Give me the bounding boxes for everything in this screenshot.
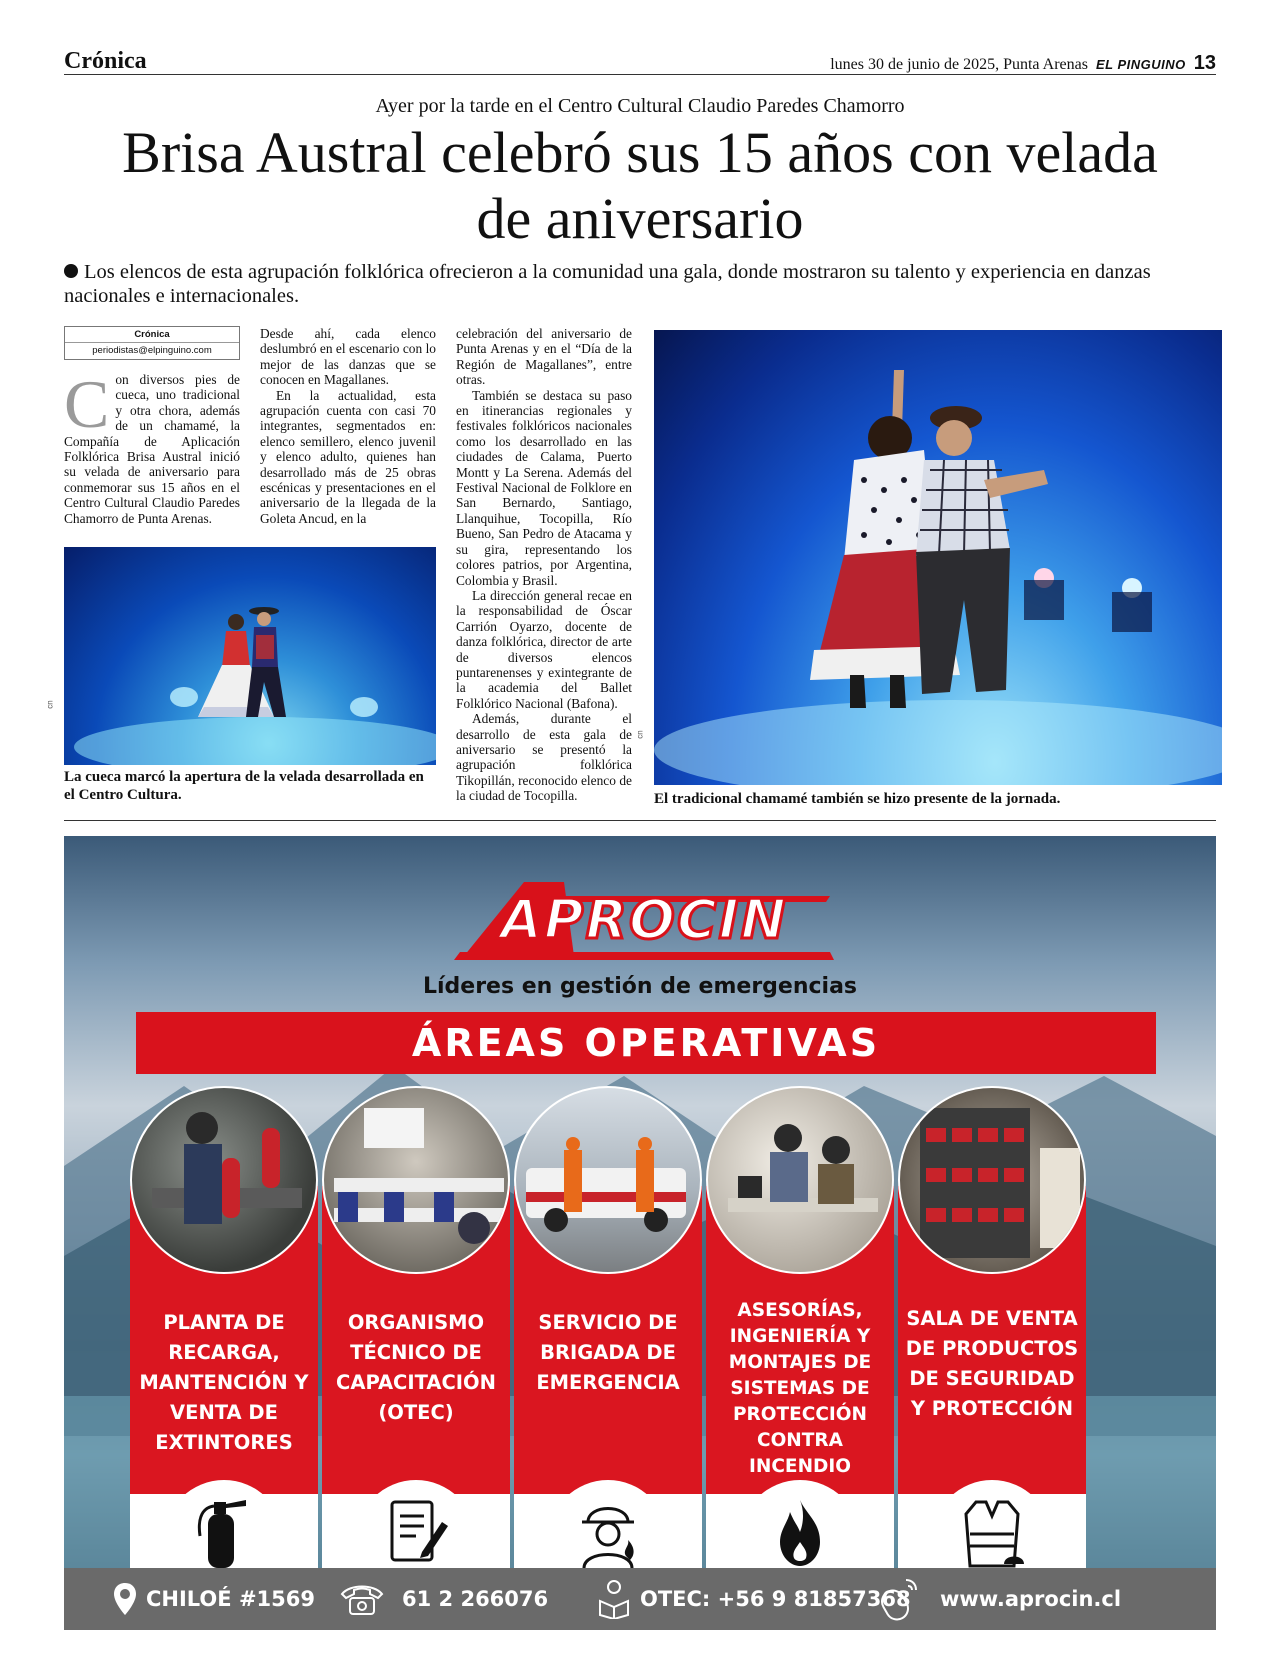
card-label: SALA DE VENTA DE PRODUCTOS DE SEGURIDAD Y PROTECCIÓN [905, 1307, 1079, 1420]
fire-extinguisher-icon [184, 1492, 264, 1572]
website-link[interactable]: www.aprocin.cl [940, 1587, 1122, 1611]
firefighter-icon [568, 1492, 648, 1572]
logo-text: APROCIN [500, 887, 788, 951]
aprocin-advertisement [64, 836, 1216, 1630]
brigade-illustration [516, 1088, 702, 1274]
card-photo-brigade [514, 1086, 702, 1274]
lead-text: Los elencos de esta agrupación folklórica ofrecieron a la comunidad una gala, donde mostraron su talento y experiencia en danzas nacionales e internacionales. [64, 261, 1151, 307]
address-text: CHILOÉ #1569 [146, 1587, 315, 1611]
bullet-icon [64, 264, 78, 278]
student-reading-icon [596, 1579, 632, 1619]
area-card-otec [322, 1086, 510, 1580]
article-column-1 [64, 366, 240, 526]
photo-caption-2: El tradicional chamamé también se hizo presente de la jornada. [654, 791, 1061, 807]
photo-credit: cn [635, 730, 645, 739]
section-title: Crónica [64, 48, 147, 74]
article-column-3 [456, 326, 632, 804]
photo-credit: cn [45, 700, 55, 709]
contact-bar [64, 1568, 1216, 1630]
column-paragraph: Además, durante el desarrollo de esta gala de aniversario se presentó la agrupación folklórica Tikopillán, reconocido elenco de la ciudad de Tocopilla. [456, 711, 632, 804]
byline-name: Crónica [65, 327, 239, 343]
photo-caption-1: La cueca marcó la apertura de la velada desarrollada en el Centro Cultura. [64, 769, 424, 803]
column-paragraph: La dirección general recae en la responsabilidad de Óscar Carrión Oyarzo, docente de danza folklórica, director de arte de diversos elencos puntarenenses y exintegrante de la academia del Ballet Folklórico Nacional (Bafona). [456, 587, 632, 711]
workshop-illustration [132, 1088, 318, 1274]
byline-email: periodistas@elpinguino.com [92, 345, 212, 356]
dancers-illustration [654, 330, 1222, 785]
card-photo-store [898, 1086, 1086, 1274]
photo-chamame-dancers [654, 330, 1222, 785]
computer-mouse-icon [876, 1576, 922, 1622]
card-label: SERVICIO DE BRIGADA DE EMERGENCIA [536, 1311, 680, 1394]
drop-cap: C [64, 366, 110, 442]
dancers-illustration [64, 547, 436, 765]
date-line: lunes 30 de junio de 2025, Punta Arenas [830, 56, 1088, 73]
section-separator [64, 820, 1216, 821]
aprocin-logo [454, 876, 834, 962]
byline-box [64, 326, 240, 360]
card-label: PLANTA DE RECARGA, MANTENCIÓN Y VENTA DE EXTINTORES [139, 1311, 309, 1454]
column-paragraph: En la actualidad, esta agrupación cuenta con casi 70 integrantes, segmentados en: elenco semillero, elenco juvenil y elenco adulto, quienes han desarrollado más de 25 obras escénicas y presentaciones en el aniversario de la llegada de la Goleta Ancud, en la [260, 387, 436, 526]
page-number: 13 [1193, 52, 1216, 74]
otec-text: OTEC: +56 9 81857368 [640, 1587, 911, 1611]
card-photo-office [706, 1086, 894, 1274]
article-kicker: Ayer por la tarde en el Centro Cultural Claudio Paredes Chamorro [375, 95, 905, 117]
ad-tagline: Líderes en gestión de emergencias [422, 974, 858, 999]
column-paragraph: Desde ahí, cada elenco deslumbró en el escenario con lo mejor de las danzas que se conocen en Magallanes. [260, 326, 436, 388]
document-pencil-icon [376, 1492, 456, 1572]
card-label: ASESORÍAS, INGENIERÍA Y MONTAJES DE SISTEMAS DE PROTECCIÓN CONTRA INCENDIO [728, 1300, 872, 1477]
column-paragraph: También se destaca su paso en itinerancias regionales y festivales folklóricos nacionales como los desarrollado en las ciudades de Calama, Puerto Montt y La Serena. Además del Festival Nacional de Folklore en San Bernardo, Santiago, Llanquihue, Tocopilla, Río Bueno, San Pedro de Atacama y su gira, representando los colores patrios, por Argentina, Colombia y Brasil. [456, 387, 632, 588]
card-photo-classroom [322, 1086, 510, 1274]
article-headline: Brisa Austral celebró sus 15 años con velada de aniversario [122, 120, 1158, 251]
address-item [112, 1576, 315, 1622]
column-text: on diversos pies de cueca, uno tradicional y otra chora, además de un chamamé, la Compañía de Aplicación Folklórica Brisa Austral inició su velada de aniversario para conmemorar sus 15 años en el Centro Cultural Claudio Paredes Chamorro de Punta Arenas. [64, 372, 240, 526]
website-item [876, 1576, 1121, 1622]
office-illustration [708, 1088, 894, 1274]
article-lead [64, 260, 1216, 308]
telephone-icon [336, 1582, 388, 1616]
card-label: ORGANISMO TÉCNICO DE CAPACITACIÓN (OTEC) [336, 1311, 496, 1424]
phone-item [336, 1576, 548, 1622]
photo-cueca-dancers [64, 547, 436, 765]
newspaper-brand: EL PINGUINO [1095, 57, 1186, 72]
article-column-2 [260, 326, 436, 526]
areas-banner: ÁREAS OPERATIVAS [136, 1012, 1156, 1074]
phone-text: 61 2 266076 [402, 1587, 549, 1611]
safety-vest-icon [952, 1492, 1032, 1572]
store-illustration [900, 1088, 1086, 1274]
area-card-asesorias [706, 1086, 894, 1580]
location-pin-icon [112, 1581, 138, 1617]
flame-icon [760, 1492, 840, 1572]
area-card-brigada [514, 1086, 702, 1580]
card-photo-workshop [130, 1086, 318, 1274]
header-rule [64, 74, 1216, 75]
classroom-illustration [324, 1088, 510, 1274]
area-card-sala-venta [898, 1086, 1086, 1580]
otec-item [596, 1576, 911, 1622]
column-paragraph: celebración del aniversario de Punta Arenas y en el “Día de la Región de Magallanes”, entre otras. [456, 326, 632, 388]
header-meta [830, 52, 1216, 75]
area-card-extintores [130, 1086, 318, 1580]
